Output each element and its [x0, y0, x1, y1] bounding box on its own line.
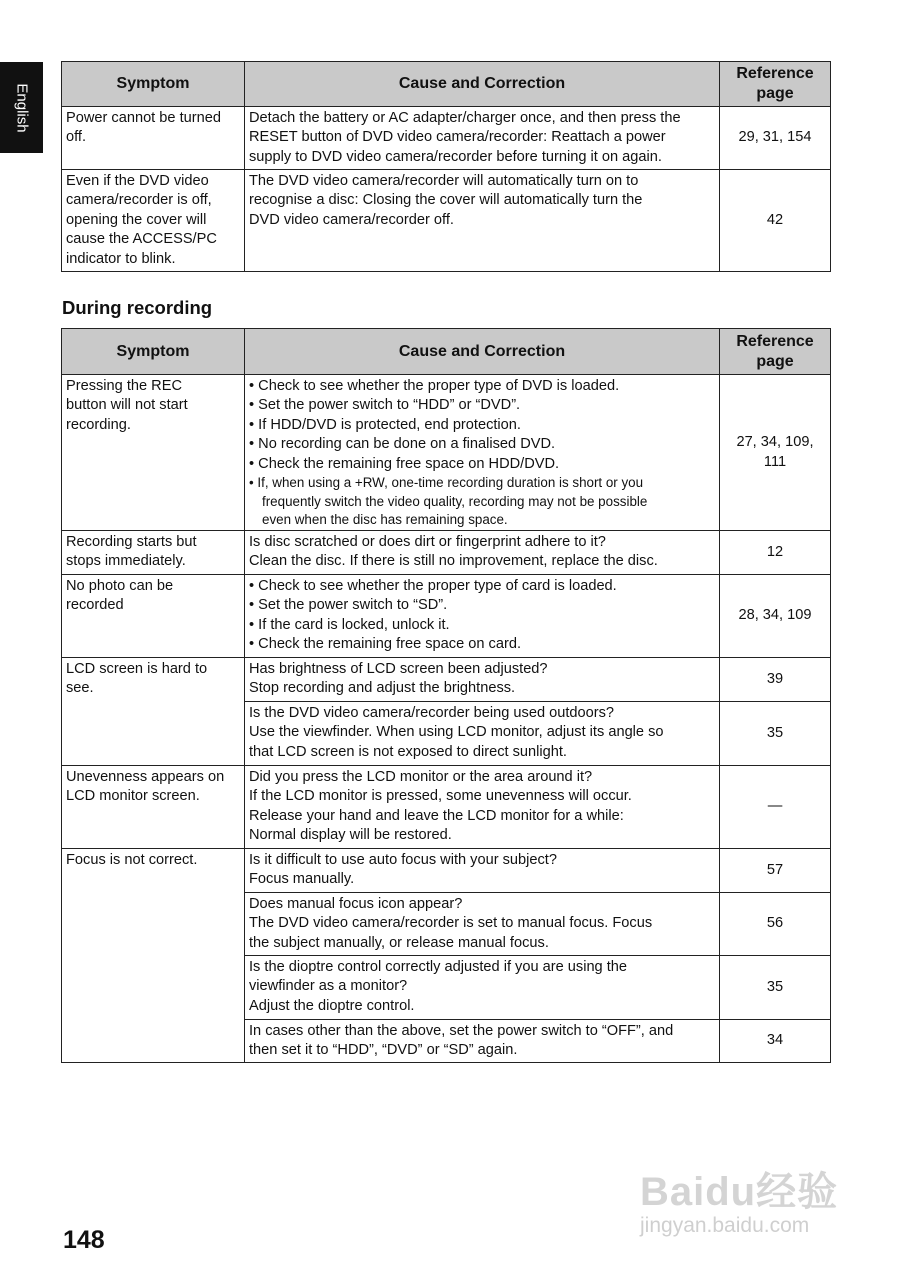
language-label: English [13, 82, 30, 133]
cause-correction-cell [245, 766, 720, 849]
reference-page-cell: 27, 34, 109, 111 [720, 375, 831, 531]
watermark-url: jingyan.baidu.com [640, 1214, 810, 1237]
cause-correction-cell [245, 849, 720, 893]
cause-correction-cell [245, 170, 720, 272]
table-row [62, 107, 831, 170]
cause-correction-cell [245, 893, 720, 956]
symptom-cell: Even if the DVD video camera/recorder is off, opening the cover will cause the ACCESS/PC indicator to blink. [62, 170, 245, 272]
header-cause: Cause and Correction [245, 62, 720, 107]
bullet-item: • Check to see whether the proper type of DVD is loaded. [249, 378, 620, 394]
header-reference: Reference page [720, 62, 831, 107]
symptom-cell: Unevenness appears on LCD monitor screen. [62, 766, 245, 849]
cause-text: Is disc scratched or does dirt or fingerprint adhere to it? Clean the disc. If there is still no improvement, replace the disc. [249, 534, 658, 570]
cause-correction-cell [245, 658, 720, 702]
symptom-cell: Focus is not correct. [62, 849, 245, 1063]
bullet-item: • If, when using a +RW, one-time recording duration is short or you frequently switch the video quality, recording may not be possible even when the disc has remaining space. [249, 475, 648, 528]
header-reference: Reference page [720, 329, 831, 375]
table-row [62, 575, 831, 658]
cause-text: Is the dioptre control correctly adjusted if you are using the viewfinder as a monitor? Adjust the dioptre control. [249, 959, 628, 1014]
cause-correction-cell [245, 702, 720, 766]
table-header-row [62, 329, 831, 375]
page-number: 148 [63, 1226, 105, 1254]
reference-page-cell: 56 [720, 893, 831, 956]
cause-text: Does manual focus icon appear? The DVD video camera/recorder is set to manual focus. Focus the subject manually, or release manual focus. [249, 896, 653, 951]
table-row [62, 766, 831, 849]
bullet-item: • Check the remaining free space on card. [249, 636, 521, 653]
cause-text: The DVD video camera/recorder will automatically turn on to recognise a disc: Closing the cover will automatically turn the DVD video camera/recorder off. [249, 173, 643, 228]
reference-page-cell: 29, 31, 154 [720, 107, 831, 170]
watermark-logo: Baidu经验 [640, 1170, 839, 1214]
bullet-item: • If the card is locked, unlock it. [249, 616, 450, 633]
cause-text: Did you press the LCD monitor or the area around it? If the LCD monitor is pressed, some unevenness will occur. Release your hand and leave the LCD monitor for a while: Normal display will be restored. [249, 769, 632, 844]
bullet-item: • Check the remaining free space on HDD/DVD. [249, 455, 560, 472]
symptom-cell: LCD screen is hard to see. [62, 658, 245, 766]
troubleshooting-table-general [61, 61, 831, 272]
cause-text: Detach the battery or AC adapter/charger once, and then press the RESET button of DVD video camera/recorder: Reattach a power supply to DVD video camera/recorder before turning it on again. [249, 110, 681, 165]
header-symptom: Symptom [62, 62, 245, 107]
language-tab [0, 62, 43, 153]
cause-correction-cell [245, 107, 720, 170]
bullet-item: • If HDD/DVD is protected, end protection. [249, 416, 521, 433]
table-row [62, 531, 831, 575]
table-row [62, 658, 831, 702]
cause-text: Is it difficult to use auto focus with your subject? Focus manually. [249, 852, 557, 888]
symptom-cell: No photo can be recorded [62, 575, 245, 658]
bullet-item: • No recording can be done on a finalised DVD. [249, 436, 556, 453]
bullet-item: • Set the power switch to “HDD” or “DVD”. [249, 397, 521, 414]
table-row [62, 170, 831, 272]
reference-page-cell: 12 [720, 531, 831, 575]
cause-correction-cell [245, 575, 720, 658]
bullet-item: • Set the power switch to “SD”. [249, 597, 448, 614]
troubleshooting-table-recording [61, 328, 831, 1063]
symptom-cell: Pressing the REC button will not start recording. [62, 375, 245, 531]
symptom-cell: Recording starts but stops immediately. [62, 531, 245, 575]
cause-text: Is the DVD video camera/recorder being used outdoors? Use the viewfinder. When using LCD monitor, adjust its angle so that LCD screen is not exposed to direct sunlight. [249, 705, 664, 760]
reference-page-cell: 57 [720, 849, 831, 893]
reference-page-cell: 35 [720, 702, 831, 766]
bullet-item: • Check to see whether the proper type of card is loaded. [249, 578, 617, 594]
symptom-cell: Power cannot be turned off. [62, 107, 245, 170]
reference-page-cell: 34 [720, 1020, 831, 1063]
cause-correction-cell [245, 531, 720, 575]
reference-page-cell: 39 [720, 658, 831, 702]
table-row [62, 375, 831, 531]
cause-text: Has brightness of LCD screen been adjusted? Stop recording and adjust the brightness. [249, 661, 548, 697]
cause-correction-cell [245, 1020, 720, 1063]
reference-page-cell: 42 [720, 170, 831, 272]
section-title: During recording [62, 297, 213, 318]
header-symptom: Symptom [62, 329, 245, 375]
cause-text: In cases other than the above, set the power switch to “OFF”, and then set it to “HDD”, “DVD” or “SD” again. [249, 1023, 674, 1059]
cause-correction-cell [245, 956, 720, 1020]
header-cause: Cause and Correction [245, 329, 720, 375]
reference-page-cell: 28, 34, 109 [720, 575, 831, 658]
table-row [62, 849, 831, 893]
cause-correction-cell [245, 375, 720, 531]
table-header-row [62, 62, 831, 107]
reference-page-cell: — [720, 766, 831, 849]
reference-page-cell: 35 [720, 956, 831, 1020]
